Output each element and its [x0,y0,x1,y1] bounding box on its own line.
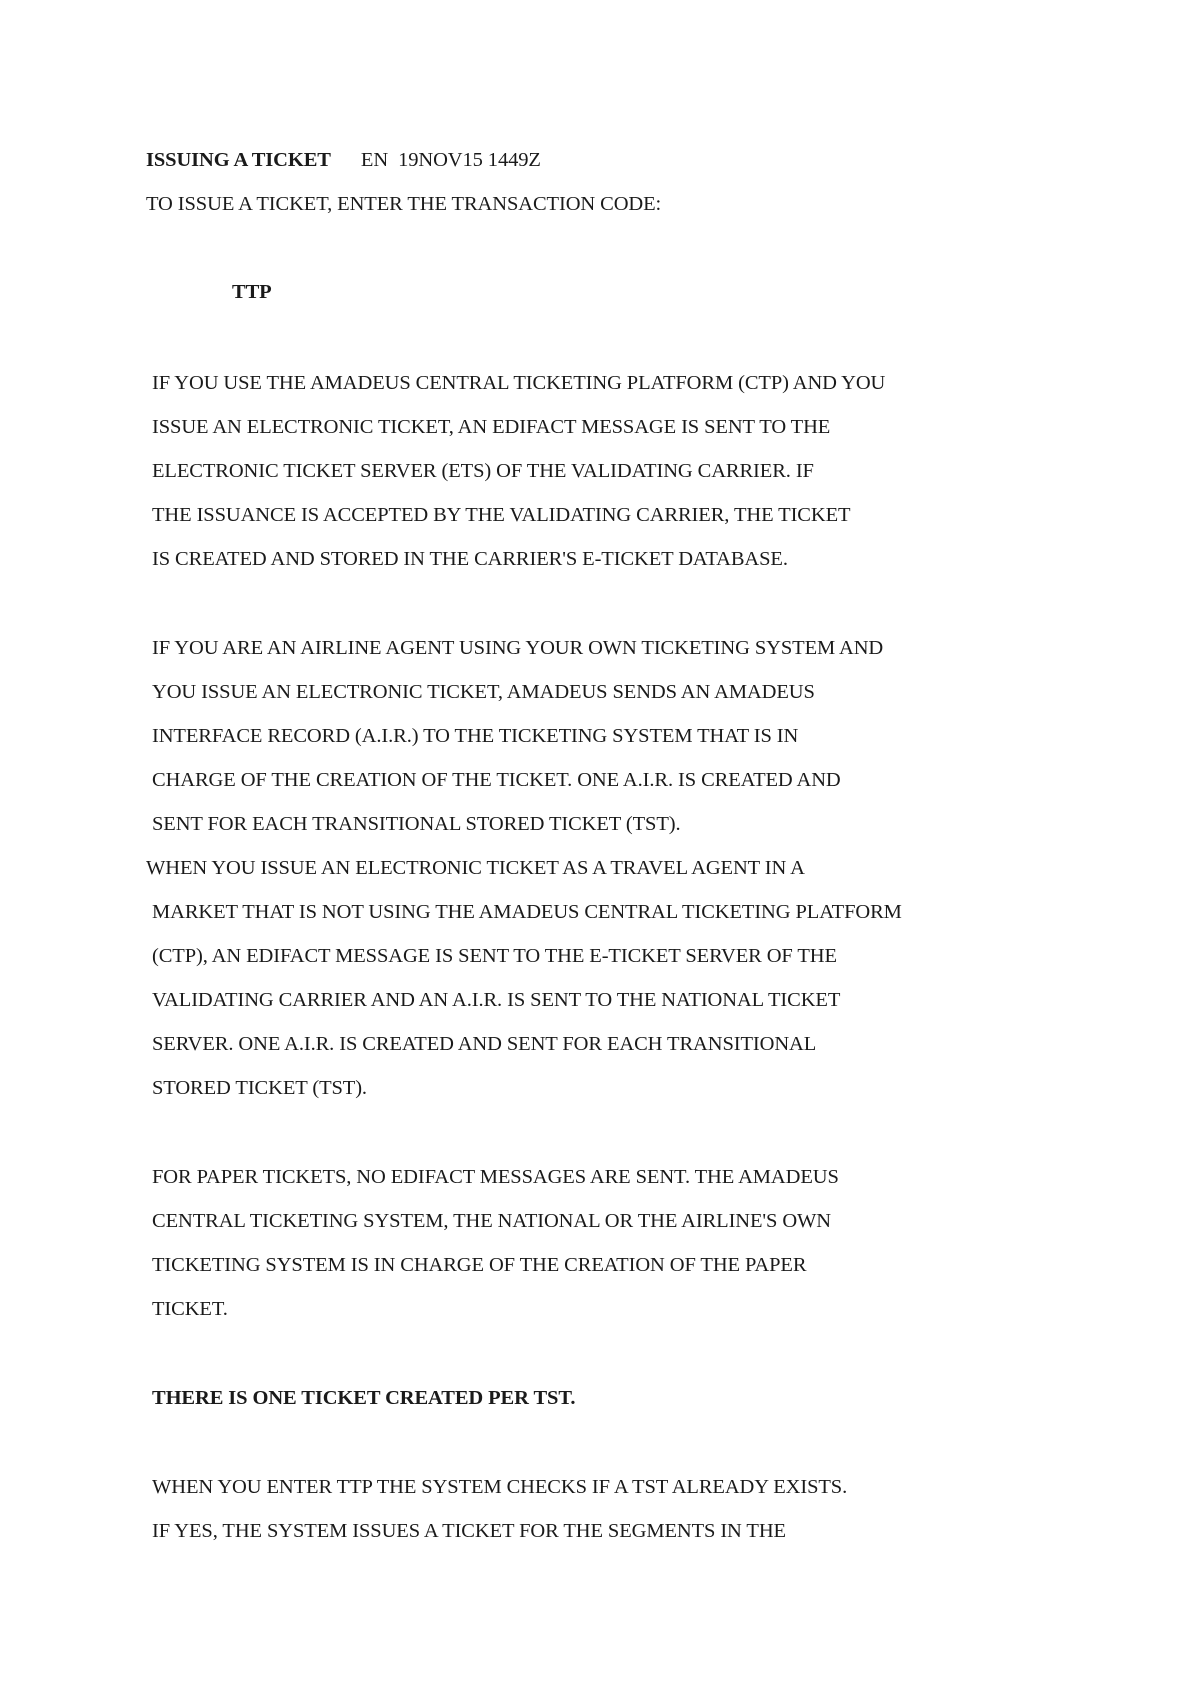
para5-line: WHEN YOU ENTER TTP THE SYSTEM CHECKS IF A TST ALREADY EXISTS. [152,1476,848,1498]
para2-line: CHARGE OF THE CREATION OF THE TICKET. ONE A.I.R. IS CREATED AND [152,769,841,791]
para2-line: INTERFACE RECORD (A.I.R.) TO THE TICKETING SYSTEM THAT IS IN [152,725,799,747]
para4-line: CENTRAL TICKETING SYSTEM, THE NATIONAL OR THE AIRLINE'S OWN [152,1210,831,1232]
para3-line: WHEN YOU ISSUE AN ELECTRONIC TICKET AS A TRAVEL AGENT IN A [146,857,805,879]
para5-line: IF YES, THE SYSTEM ISSUES A TICKET FOR THE SEGMENTS IN THE [152,1520,786,1542]
document-title: ISSUING A TICKET [146,149,331,171]
para4-line: TICKET. [152,1298,228,1320]
para4-line: FOR PAPER TICKETS, NO EDIFACT MESSAGES ARE SENT. THE AMADEUS [152,1166,839,1188]
para4-line: TICKETING SYSTEM IS IN CHARGE OF THE CREATION OF THE PAPER [152,1254,807,1276]
para1-line: ISSUE AN ELECTRONIC TICKET, AN EDIFACT MESSAGE IS SENT TO THE [152,416,831,438]
intro-text: TO ISSUE A TICKET, ENTER THE TRANSACTION CODE: [146,193,662,215]
command-code: TTP [232,281,272,303]
para1-line: IS CREATED AND STORED IN THE CARRIER'S E-TICKET DATABASE. [152,548,788,570]
header-line [146,150,541,171]
para3-line: SERVER. ONE A.I.R. IS CREATED AND SENT FOR EACH TRANSITIONAL [152,1033,817,1055]
document-meta: EN 19NOV15 1449Z [360,149,541,171]
para2-line: SENT FOR EACH TRANSITIONAL STORED TICKET (TST). [152,813,681,835]
para1-line: THE ISSUANCE IS ACCEPTED BY THE VALIDATING CARRIER, THE TICKET [152,504,851,526]
para3-line: MARKET THAT IS NOT USING THE AMADEUS CENTRAL TICKETING PLATFORM [152,901,902,923]
para3-line: VALIDATING CARRIER AND AN A.I.R. IS SENT TO THE NATIONAL TICKET [152,989,841,1011]
para1-line: IF YOU USE THE AMADEUS CENTRAL TICKETING PLATFORM (CTP) AND YOU [152,372,886,394]
emphasis-text: THERE IS ONE TICKET CREATED PER TST. [152,1387,576,1409]
para3-line: STORED TICKET (TST). [152,1077,367,1099]
para2-line: IF YOU ARE AN AIRLINE AGENT USING YOUR OWN TICKETING SYSTEM AND [152,637,884,659]
para1-line: ELECTRONIC TICKET SERVER (ETS) OF THE VALIDATING CARRIER. IF [152,460,814,482]
para3-line: (CTP), AN EDIFACT MESSAGE IS SENT TO THE E-TICKET SERVER OF THE [152,945,837,967]
para2-line: YOU ISSUE AN ELECTRONIC TICKET, AMADEUS SENDS AN AMADEUS [152,681,815,703]
